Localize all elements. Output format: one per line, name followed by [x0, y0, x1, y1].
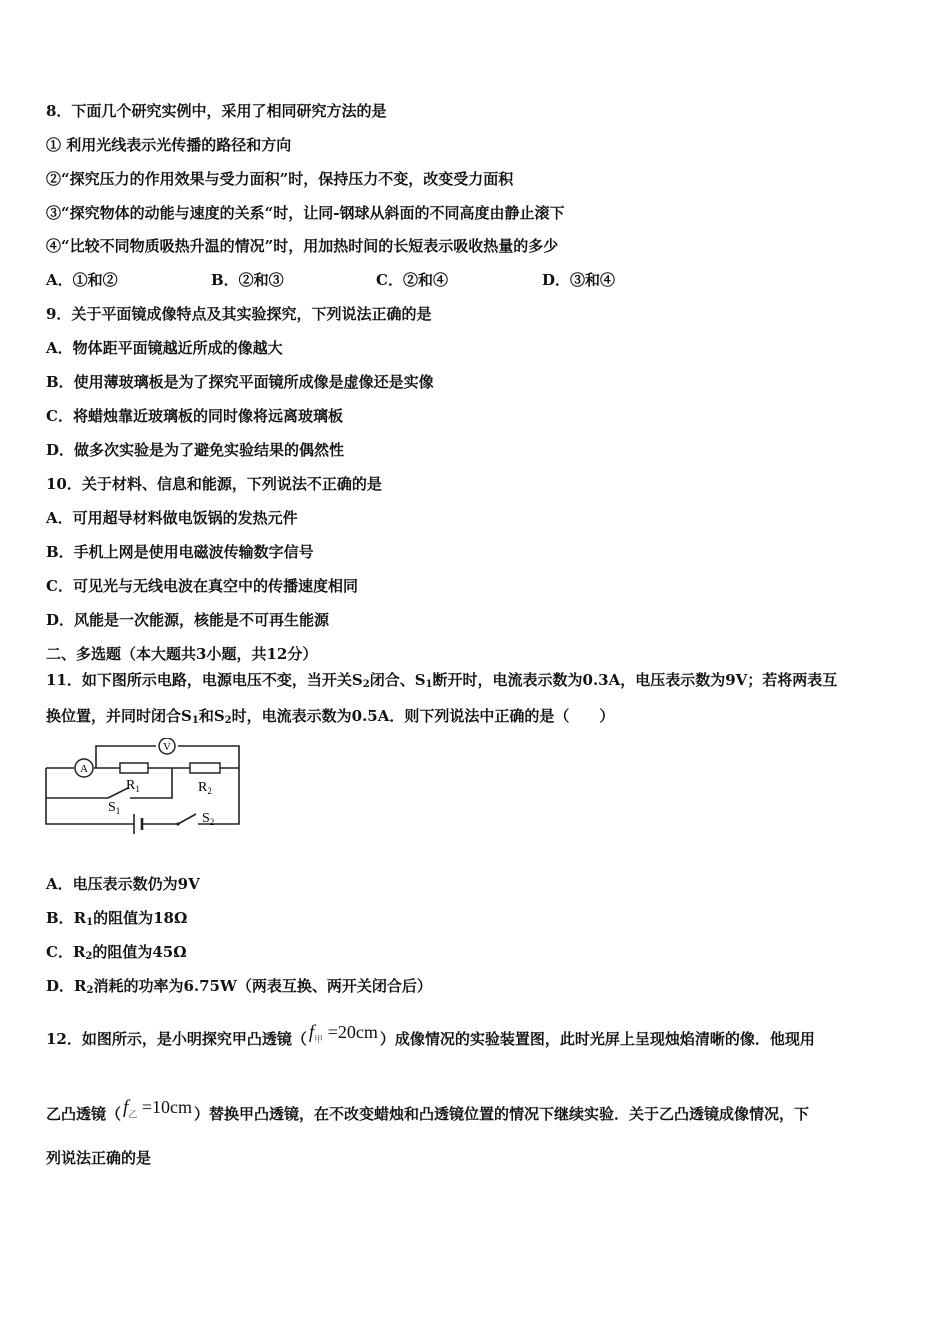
q8-item-4: ④“比较不同物质吸热升温的情况”时，用加热时间的长短表示吸收热量的多少 [46, 237, 559, 255]
q11-option-c-subscript: 2 [85, 951, 93, 962]
q11-s1-subscript: 1 [425, 679, 433, 690]
q12-text: 12．如图所示，是小明探究甲凸透镜（ [46, 1030, 307, 1048]
q11-option-c-text: 的阻值为45Ω [92, 943, 187, 961]
q11-stem-text: 换位置，并同时闭合S [46, 707, 192, 725]
q11-option-d-text: D．R [46, 977, 87, 995]
ammeter-label: A [80, 763, 88, 775]
q8-option-a: A．①和② [46, 271, 118, 289]
r2-label [198, 780, 212, 796]
s1-label [108, 800, 120, 816]
q11-option-b-text: 的阻值为18Ω [93, 909, 188, 927]
r1-letter: R [126, 778, 136, 793]
q11-stem-text: 时，电流表示数为0.5A．则下列说法中正确的是（ ） [231, 707, 615, 725]
resistor-r1 [120, 763, 148, 773]
q11-stem-line1 [46, 670, 837, 695]
circuit-diagram [44, 738, 244, 838]
q11-stem-text: 断开时，电流表示数为0.3A，电压表示数为9V；若将两表互 [432, 671, 838, 689]
q8-option-b: B．②和③ [211, 271, 284, 289]
f1-value: =20cm [327, 1022, 378, 1042]
q11-option-b-subscript: 1 [86, 917, 94, 928]
q11-stem-text: 11．如下图所示电路，电源电压不变，当开关S [46, 671, 363, 689]
s2-subscript: 2 [209, 817, 215, 827]
s2-letter: S [202, 811, 210, 826]
f1-subscript: 甲 [314, 1034, 324, 1045]
s1-letter: S [108, 800, 116, 815]
q8-item-2: ②“探究压力的作用效果与受力面积”时，保持压力不变，改变受力面积 [46, 170, 514, 188]
q11-stem-text: 闭合、S [369, 671, 426, 689]
switch-s1 [108, 788, 128, 798]
q9-stem: 9．关于平面镜成像特点及其实验探究，下列说法正确的是 [46, 305, 432, 323]
section-heading: 二、多选题（本大题共3小题，共12分） [46, 645, 318, 663]
f2-subscript: 乙 [128, 1109, 138, 1120]
q9-option-b: B．使用薄玻璃板是为了探究平面镜所成像是虚像还是实像 [46, 373, 434, 391]
q11-option-b [46, 908, 187, 933]
r1-label [126, 778, 140, 794]
r2-subscript: 2 [207, 786, 212, 796]
q11-option-d [46, 976, 432, 1001]
q10-option-c: C．可见光与无线电波在真空中的传播速度相同 [46, 577, 358, 595]
q10-option-d: D．风能是一次能源，核能是不可再生能源 [46, 611, 330, 629]
f2-symbol: f [123, 1097, 129, 1118]
r1-subscript: 1 [135, 784, 140, 794]
q8-option-c: C．②和④ [376, 271, 448, 289]
q11-stem-text: 和S [198, 707, 225, 725]
q8-item-3: ③“探究物体的动能与速度的关系“时，让同-钢球从斜面的不同高度由静止滚下 [46, 204, 565, 222]
q8-option-d: D．③和④ [542, 271, 616, 289]
resistor-r2 [190, 763, 220, 773]
q12-text: ）替换甲凸透镜，在不改变蜡烛和凸透镜位置的情况下继续实验．关于乙凸透镜成像情况，下 [193, 1105, 809, 1123]
q11-option-b-text: B．R [46, 909, 87, 927]
q11-s1-subscript: 1 [191, 715, 199, 726]
q10-option-a: A．可用超导材料做电饭锅的发热元件 [46, 509, 298, 527]
q11-option-a: A．电压表示数仍为9V [46, 875, 200, 893]
q10-stem: 10．关于材料、信息和能源，下列说法不正确的是 [46, 475, 382, 493]
f1-symbol: f [308, 1022, 315, 1043]
q11-option-c-text: C．R [46, 943, 86, 961]
q11-s2-subscript: 2 [224, 715, 232, 726]
r2-letter: R [198, 780, 208, 795]
wire-left-bottom [46, 768, 134, 824]
q11-stem-line2 [46, 706, 614, 731]
q11-option-d-subscript: 2 [86, 985, 94, 996]
q12-text: 乙凸透镜（ [46, 1105, 122, 1123]
q9-option-d: D．做多次实验是为了避免实验结果的偶然性 [46, 441, 345, 459]
q11-s2-subscript: 2 [362, 679, 370, 690]
q9-option-c: C．将蜡烛靠近玻璃板的同时像将远离玻璃板 [46, 407, 343, 425]
s2-label [202, 811, 214, 827]
q12-text: ）成像情况的实验装置图，此时光屏上呈现烛焰清晰的像．他现用 [379, 1030, 815, 1048]
switch-s2 [178, 814, 196, 824]
f2-value: =10cm [141, 1097, 192, 1117]
q12-line1 [46, 1022, 815, 1050]
q8-stem: 8．下面几个研究实例中，采用了相同研究方法的是 [46, 102, 387, 120]
q12-formula-f2 [123, 1097, 192, 1125]
q10-option-b: B．手机上网是使用电磁波传输数字信号 [46, 543, 314, 561]
q11-option-c [46, 942, 187, 967]
q12-formula-f1 [309, 1022, 378, 1050]
voltmeter-label: V [163, 741, 171, 753]
q12-line2 [46, 1097, 809, 1125]
s1-subscript: 1 [115, 806, 121, 816]
q11-option-d-text: 消耗的功率为6.75W（两表互换、两开关闭合后） [93, 977, 432, 995]
q8-item-1: ① 利用光线表示光传播的路径和方向 [46, 136, 292, 154]
q9-option-a: A．物体距平面镜越近所成的像越大 [46, 339, 283, 357]
q12-line3: 列说法正确的是 [46, 1149, 152, 1167]
